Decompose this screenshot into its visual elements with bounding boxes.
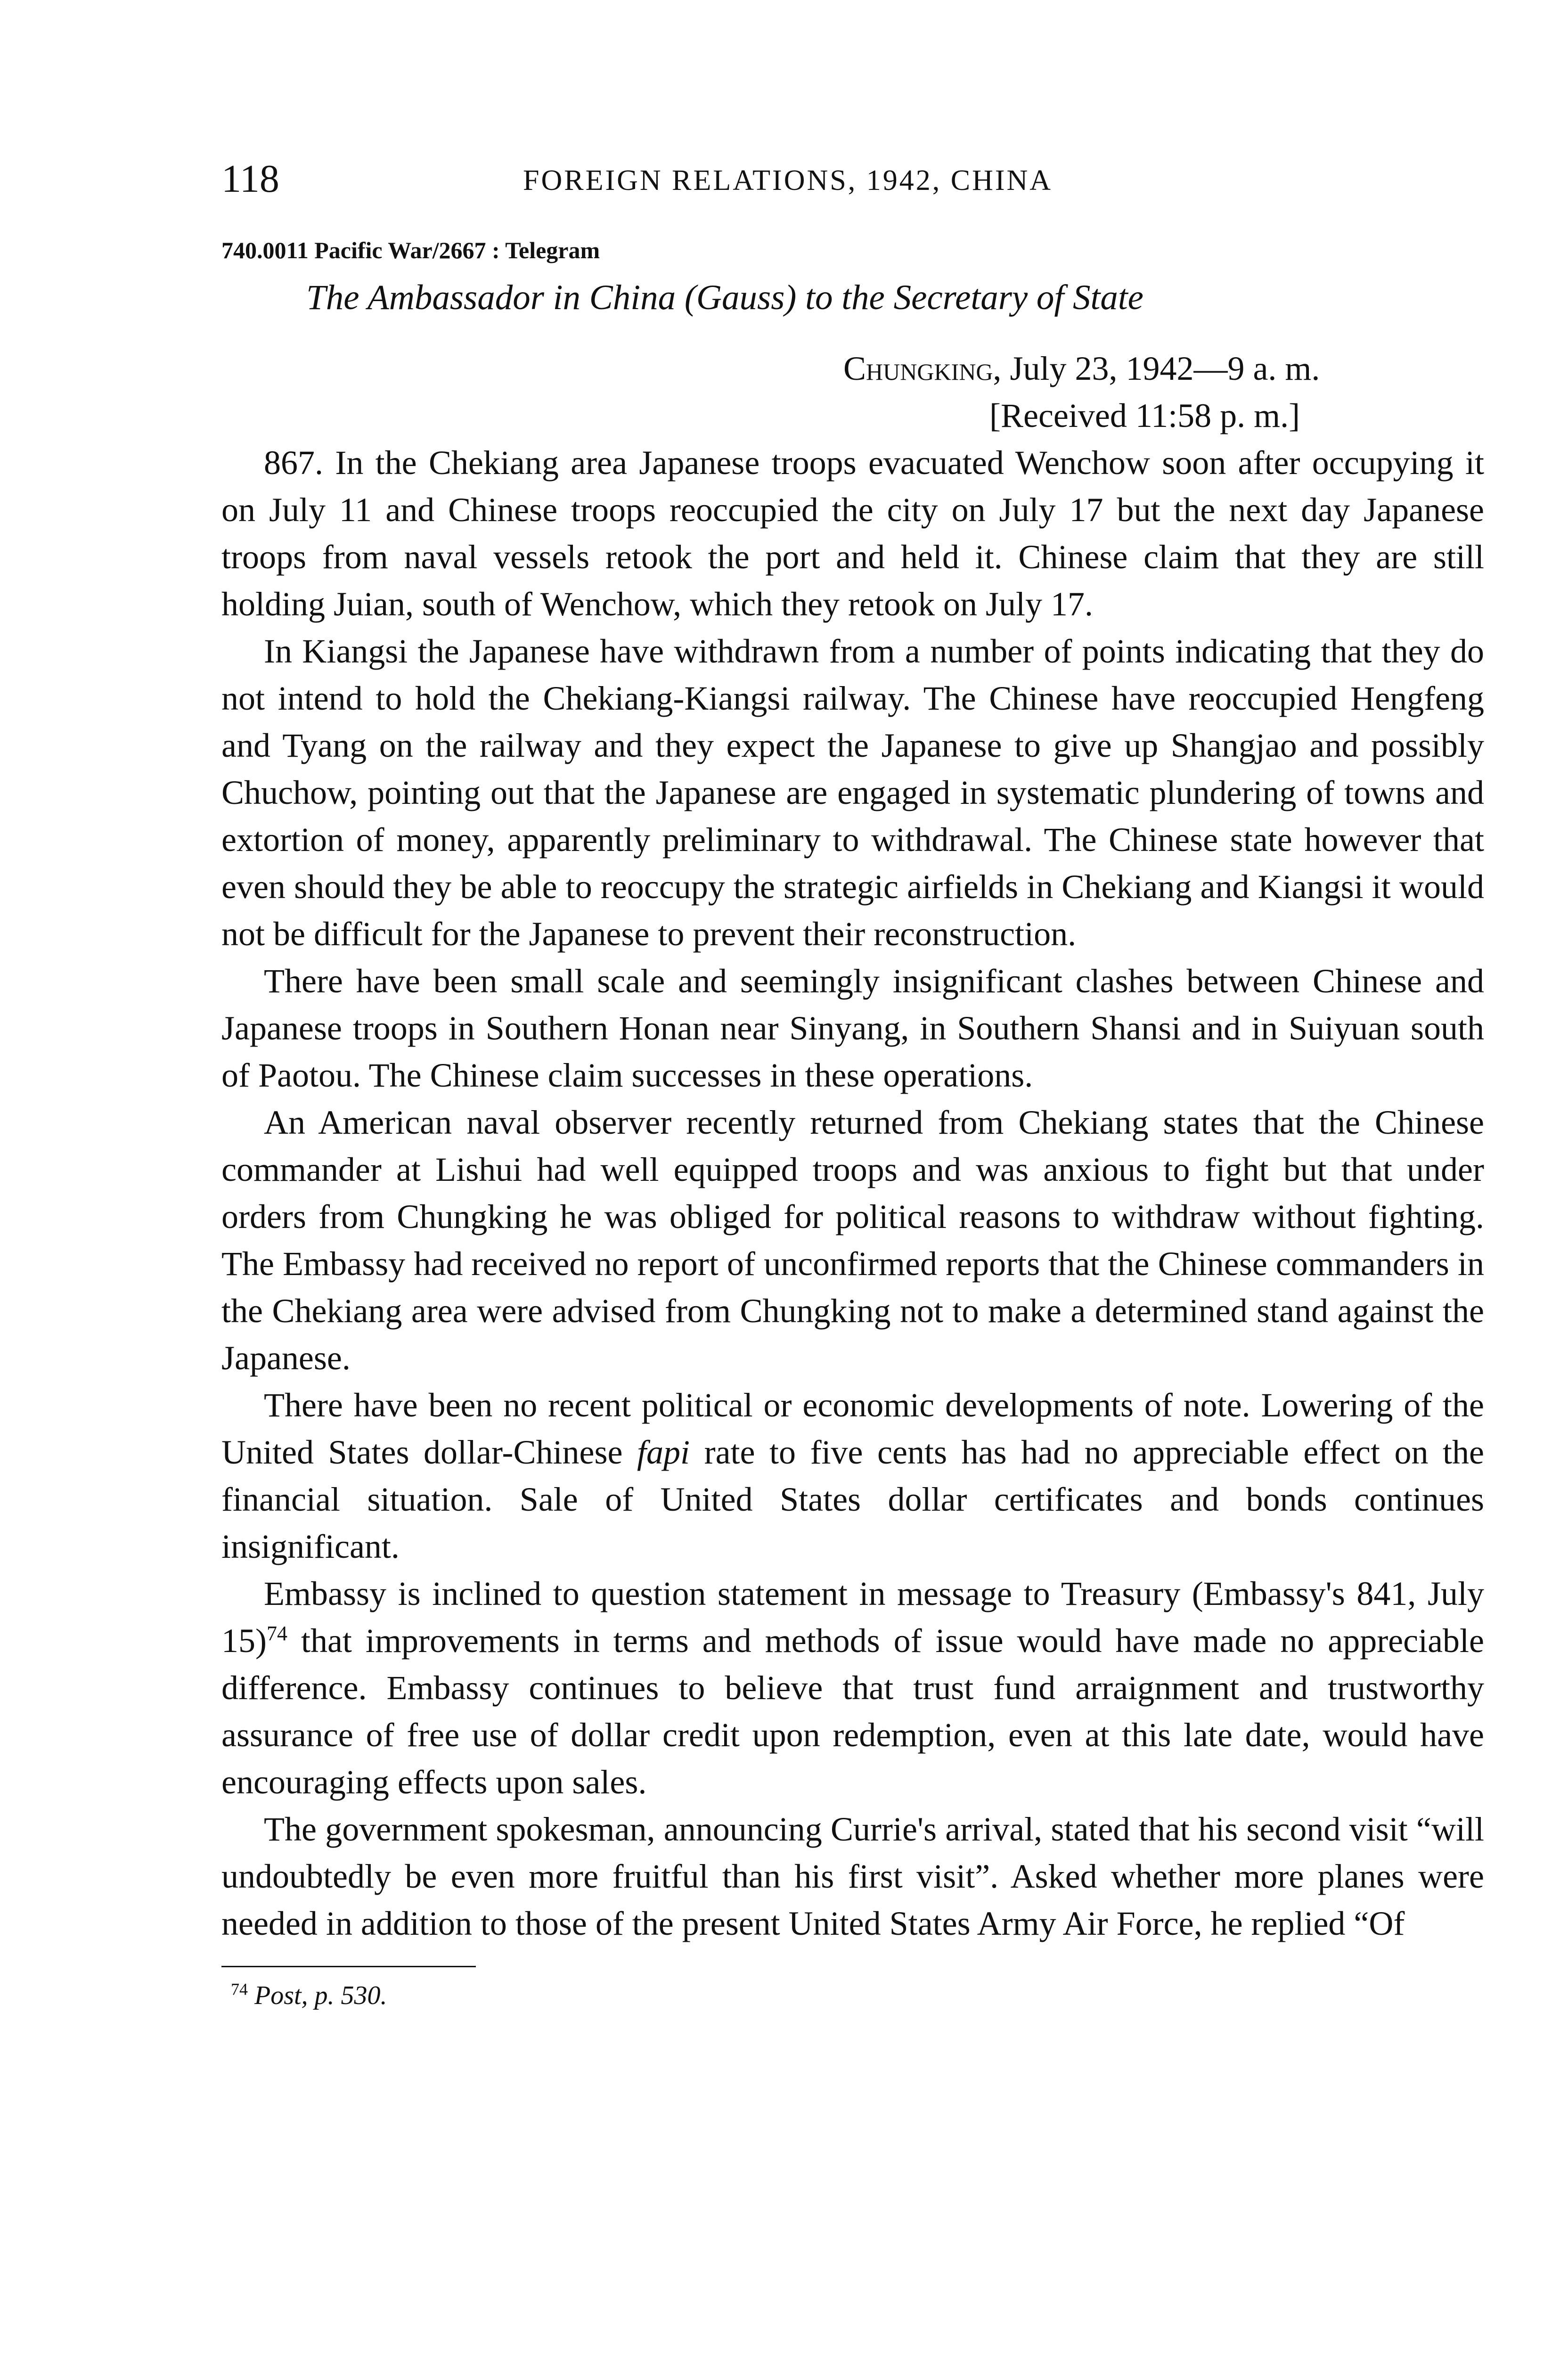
paragraph-text: Embassy is inclined to question statement in message to Treasury (Embassy's 841, July 15)	[221, 1575, 1484, 1660]
paragraph-text: In the Chekiang area Japanese troops evacuated Wenchow soon after occupying it on July 11 and Chinese troops reoccupied the city on July 17 but the next day Japanese troops from naval vessels retook the port and held it. Chinese claim that they are still holding Juian, south of Wenchow, which they retook on July 17.	[221, 444, 1485, 623]
paragraph-2	[221, 628, 1484, 957]
paragraph-text: There have been no recent political or economic developments of note. Lowering of the United States dollar-Chinese	[221, 1386, 1484, 1471]
footnote-text: Post, p. 530.	[254, 1981, 387, 2010]
paragraph-5	[221, 1382, 1484, 1570]
paragraph-text: In Kiangsi the Japanese have withdrawn from a number of points indicating that they do not intend to hold the Chekiang-Kiangsi railway. The Chinese have reoccupied Hengfeng and Tyang on the railway and they expect the Japanese to give up Shangjao and possibly Chuchow, pointing out that the Japanese are engaged in systematic plundering of towns and extortion of money, apparently preliminary to withdrawal. The Chinese state however that even should they be able to reoccupy the strategic airfields in Chekiang and Kiangsi it would not be difficult for the Japanese to prevent their reconstruction.	[221, 632, 1484, 953]
running-title: FOREIGN RELATIONS, 1942, CHINA	[523, 164, 1053, 196]
paragraph-4	[221, 1099, 1484, 1382]
paragraph-1	[221, 439, 1484, 628]
dateline-place: Chungking,	[843, 350, 1002, 387]
paragraph-7	[221, 1806, 1484, 1947]
dateline	[221, 345, 1484, 392]
document-page	[221, 155, 1484, 2014]
paragraph-text: that improvements in terms and methods of issue would have made no appreciable difference. Embassy continues to believe that trust fund arraignment and trustworthy assurance of free use of dollar credit upon redemption, even at this late date, would have encouraging effects upon sales.	[221, 1622, 1484, 1801]
paragraph-text: An American naval observer recently returned from Chekiang states that the Chinese commander at Lishui had well equipped troops and was anxious to fight but that under orders from Chungking he was obliged for political reasons to withdraw without fighting. The Embassy had received no report of unconfirmed reports that the Chinese commanders in the Chekiang area were advised from Chungking not to make a determined stand against the Japanese.	[221, 1104, 1484, 1377]
paragraph-text: There have been small scale and seemingly insignificant clashes between Chinese and Japanese troops in Southern Honan near Sinyang, in Southern Shansi and in Suiyuan south of Paotou. The Chinese claim successes in these operations.	[221, 962, 1484, 1094]
dateline-date: July 23, 1942—9 a. m.	[1010, 350, 1320, 387]
italic-term: fapi	[637, 1433, 690, 1471]
paragraph-3	[221, 957, 1484, 1099]
file-reference: 740.0011 Pacific War/2667 : Telegram	[221, 237, 600, 263]
footnote-reference[interactable]: 74	[266, 1622, 287, 1645]
footnote-divider	[221, 1966, 476, 1967]
telegram-number: 867.	[264, 444, 323, 482]
paragraph-text: The government spokesman, announcing Currie's arrival, stated that his second visit “will undoubtedly be even more fruitful than his first visit”. Asked whether more planes were needed in addition to those of the present United States Army Air Force, he replied “Of	[221, 1810, 1484, 1942]
received-stamp: [Received 11:58 p. m.]	[989, 397, 1300, 434]
running-head	[221, 155, 1484, 207]
paragraph-6	[221, 1570, 1484, 1806]
footnote-mark: 74	[231, 1980, 248, 1999]
footnote	[221, 1977, 1484, 2014]
telegram-body	[221, 439, 1484, 1947]
document-title: The Ambassador in China (Gauss) to the Secretary of State	[306, 278, 1143, 317]
page-number: 118	[221, 157, 279, 201]
paragraph-text: rate to five cents has had no appreciable effect on the financial situation. Sale of United States dollar certificates and bonds continues insignificant.	[221, 1433, 1485, 1565]
